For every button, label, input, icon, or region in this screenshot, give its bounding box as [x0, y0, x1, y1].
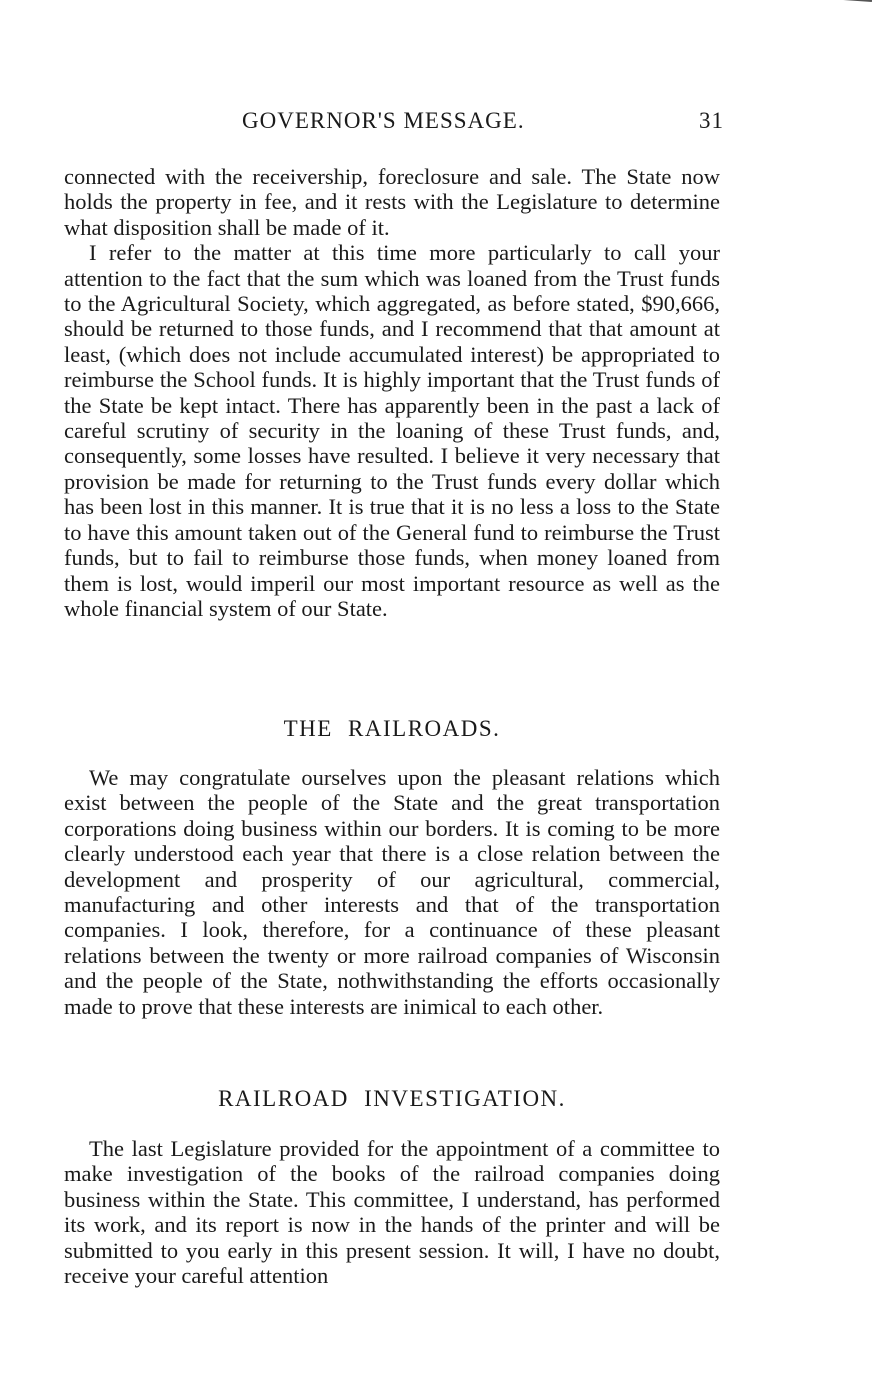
- page-edge-mark: [811, 0, 872, 10]
- body-paragraph: connected with the receivership, foreclosure and sale. The State now holds the property in fee, and it rests with the Legislature to determine what disposition shall be made of it.: [64, 164, 720, 240]
- page-number: 31: [699, 108, 724, 133]
- body-paragraph: I refer to the matter at this time more particularly to call your attention to the fact that the sum which was loaned from the Trust funds to the Agricultural Society, which aggregated, as before stated, $90,666, should be returned to those funds, and I recommend that that amount at least, (which does not include accumulated interest) be appropriated to reimburse the School funds. It is highly important that the Trust funds of the State be kept intact. There has apparently been in the past a lack of careful scrutiny of security in the loaning of these Trust funds, and, consequently, some losses have resulted. I believe it very necessary that provision be made for returning to the Trust funds every dollar which has been lost in this manner. It is true that it is no less a loss to the State to have this amount taken out of the General fund to reimburse the Trust funds, but to fail to reimburse those funds, when money loaned from them is lost, would imperil our most important resource as well as the whole financial system of our State.: [64, 240, 720, 621]
- section-heading-railroad-investigation: RAILROAD INVESTIGATION.: [218, 1086, 566, 1111]
- body-paragraph: We may congratulate ourselves upon the pleasant relations which exist between the people of the State and the great transportation corporations doing business within our borders. It is coming to be more clearly understood each year that there is a close relation between the development and prosperity of our agricultural, commercial, manufacturing and other interests and that of the transportation companies. I look, therefore, for a continuance of these pleasant relations between the twenty or more railroad companies of Wisconsin and the people of the State, nothwithstanding the efforts occasionally made to prove that these interests are inimical to each other.: [64, 765, 720, 1019]
- running-head: [64, 108, 724, 138]
- body-paragraph: The last Legislature provided for the appointment of a committee to make investigation of the books of the railroad companies doing business within the State. This committee, I understand, has performed its work, and its report is now in the hands of the printer and will be submitted to you early in this present session. It will, I have no doubt, receive your careful attention: [64, 1136, 720, 1289]
- section-railroads: [64, 765, 720, 1019]
- section-agricultural-society: [64, 164, 720, 621]
- section-railroad-investigation: [64, 1136, 720, 1288]
- running-head-title: GOVERNOR'S MESSAGE.: [242, 108, 525, 133]
- section-heading-railroads: THE RAILROADS.: [283, 716, 501, 741]
